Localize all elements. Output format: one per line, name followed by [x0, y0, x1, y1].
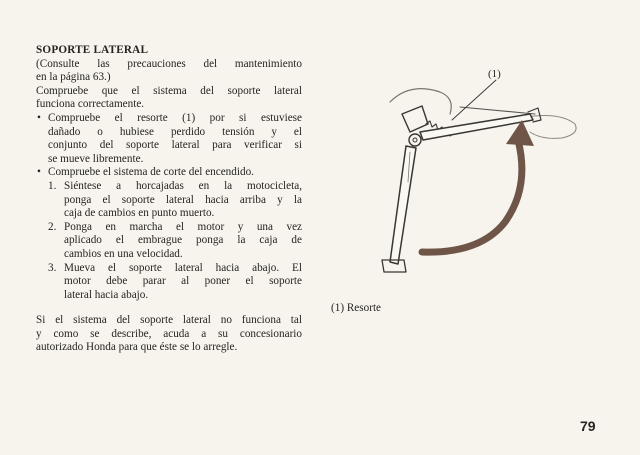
pivot-bolt-center: [413, 138, 417, 142]
step-line: cambios en una velocidad.: [64, 247, 183, 260]
bullet-line: se mueve libremente.: [48, 152, 144, 165]
section-title: SOPORTE LATERAL: [36, 44, 149, 56]
step-line: Siéntese a horcajadas en la motocicleta,: [64, 179, 302, 192]
step-3: [48, 262, 302, 303]
closing-line-3: autorizado Honda para que éste se lo arregle.: [36, 341, 238, 354]
footrest-outline: [526, 116, 576, 139]
stand-lowered: [390, 146, 416, 264]
bullet-line: conjunto del soporte lateral para verificar si: [48, 139, 302, 152]
step-number: 3.: [48, 261, 57, 274]
pivot-bolt: [409, 134, 421, 146]
frame-outline: [390, 89, 451, 114]
step-2: [48, 221, 302, 262]
step-line: motor debe parar al poner el soporte: [64, 275, 302, 288]
bullet-icon: •: [37, 111, 41, 124]
bullet-line: dañado o hubiese perdido tensión y el: [48, 125, 302, 138]
figure-callout-label: (1): [488, 68, 501, 80]
intro-line-1: Compruebe que el sistema del soporte lateral: [36, 84, 302, 97]
reference-line-2: en la página 63.): [36, 71, 111, 84]
text-column: [36, 44, 302, 355]
step-1: [48, 180, 302, 221]
step-line: Ponga en marcha el motor y una vez: [64, 220, 302, 233]
step-line: aplicado el embrague ponga la caja de: [64, 234, 302, 247]
figure-caption: (1) Resorte: [331, 302, 382, 314]
step-line: Mueva el soporte lateral hacia abajo. El: [64, 261, 302, 274]
bullet-icon: •: [37, 166, 41, 179]
frame-bar: [460, 107, 535, 114]
page-number: 79: [580, 418, 596, 434]
closing-line-1: Si el sistema del soporte lateral no funciona tal: [36, 314, 302, 327]
intro-line-2: funciona correctamente.: [36, 98, 145, 111]
bullet-line: Compruebe el sistema de corte del encendido.: [48, 166, 254, 179]
closing-line-2: y como se describe, acuda a su concesionario: [36, 327, 302, 340]
bullet-ignition-check: [36, 166, 302, 180]
step-number: 1.: [48, 179, 57, 192]
pivot-bracket: [402, 106, 428, 132]
callout-leader: [452, 80, 496, 120]
bullet-spring-check: [36, 112, 302, 166]
movement-arrow: [422, 140, 522, 252]
step-line: ponga el soporte lateral hacia arriba y la: [64, 193, 302, 206]
bullet-line: Compruebe el resorte (1) por si estuviese: [48, 111, 302, 124]
step-line: caja de cambios en punto muerto.: [64, 207, 215, 220]
step-number: 2.: [48, 220, 57, 233]
step-line: lateral hacia abajo.: [64, 288, 149, 301]
side-stand-illustration: [330, 62, 590, 302]
reference-line-1: (Consulte las precauciones del mantenimiento: [36, 57, 302, 70]
